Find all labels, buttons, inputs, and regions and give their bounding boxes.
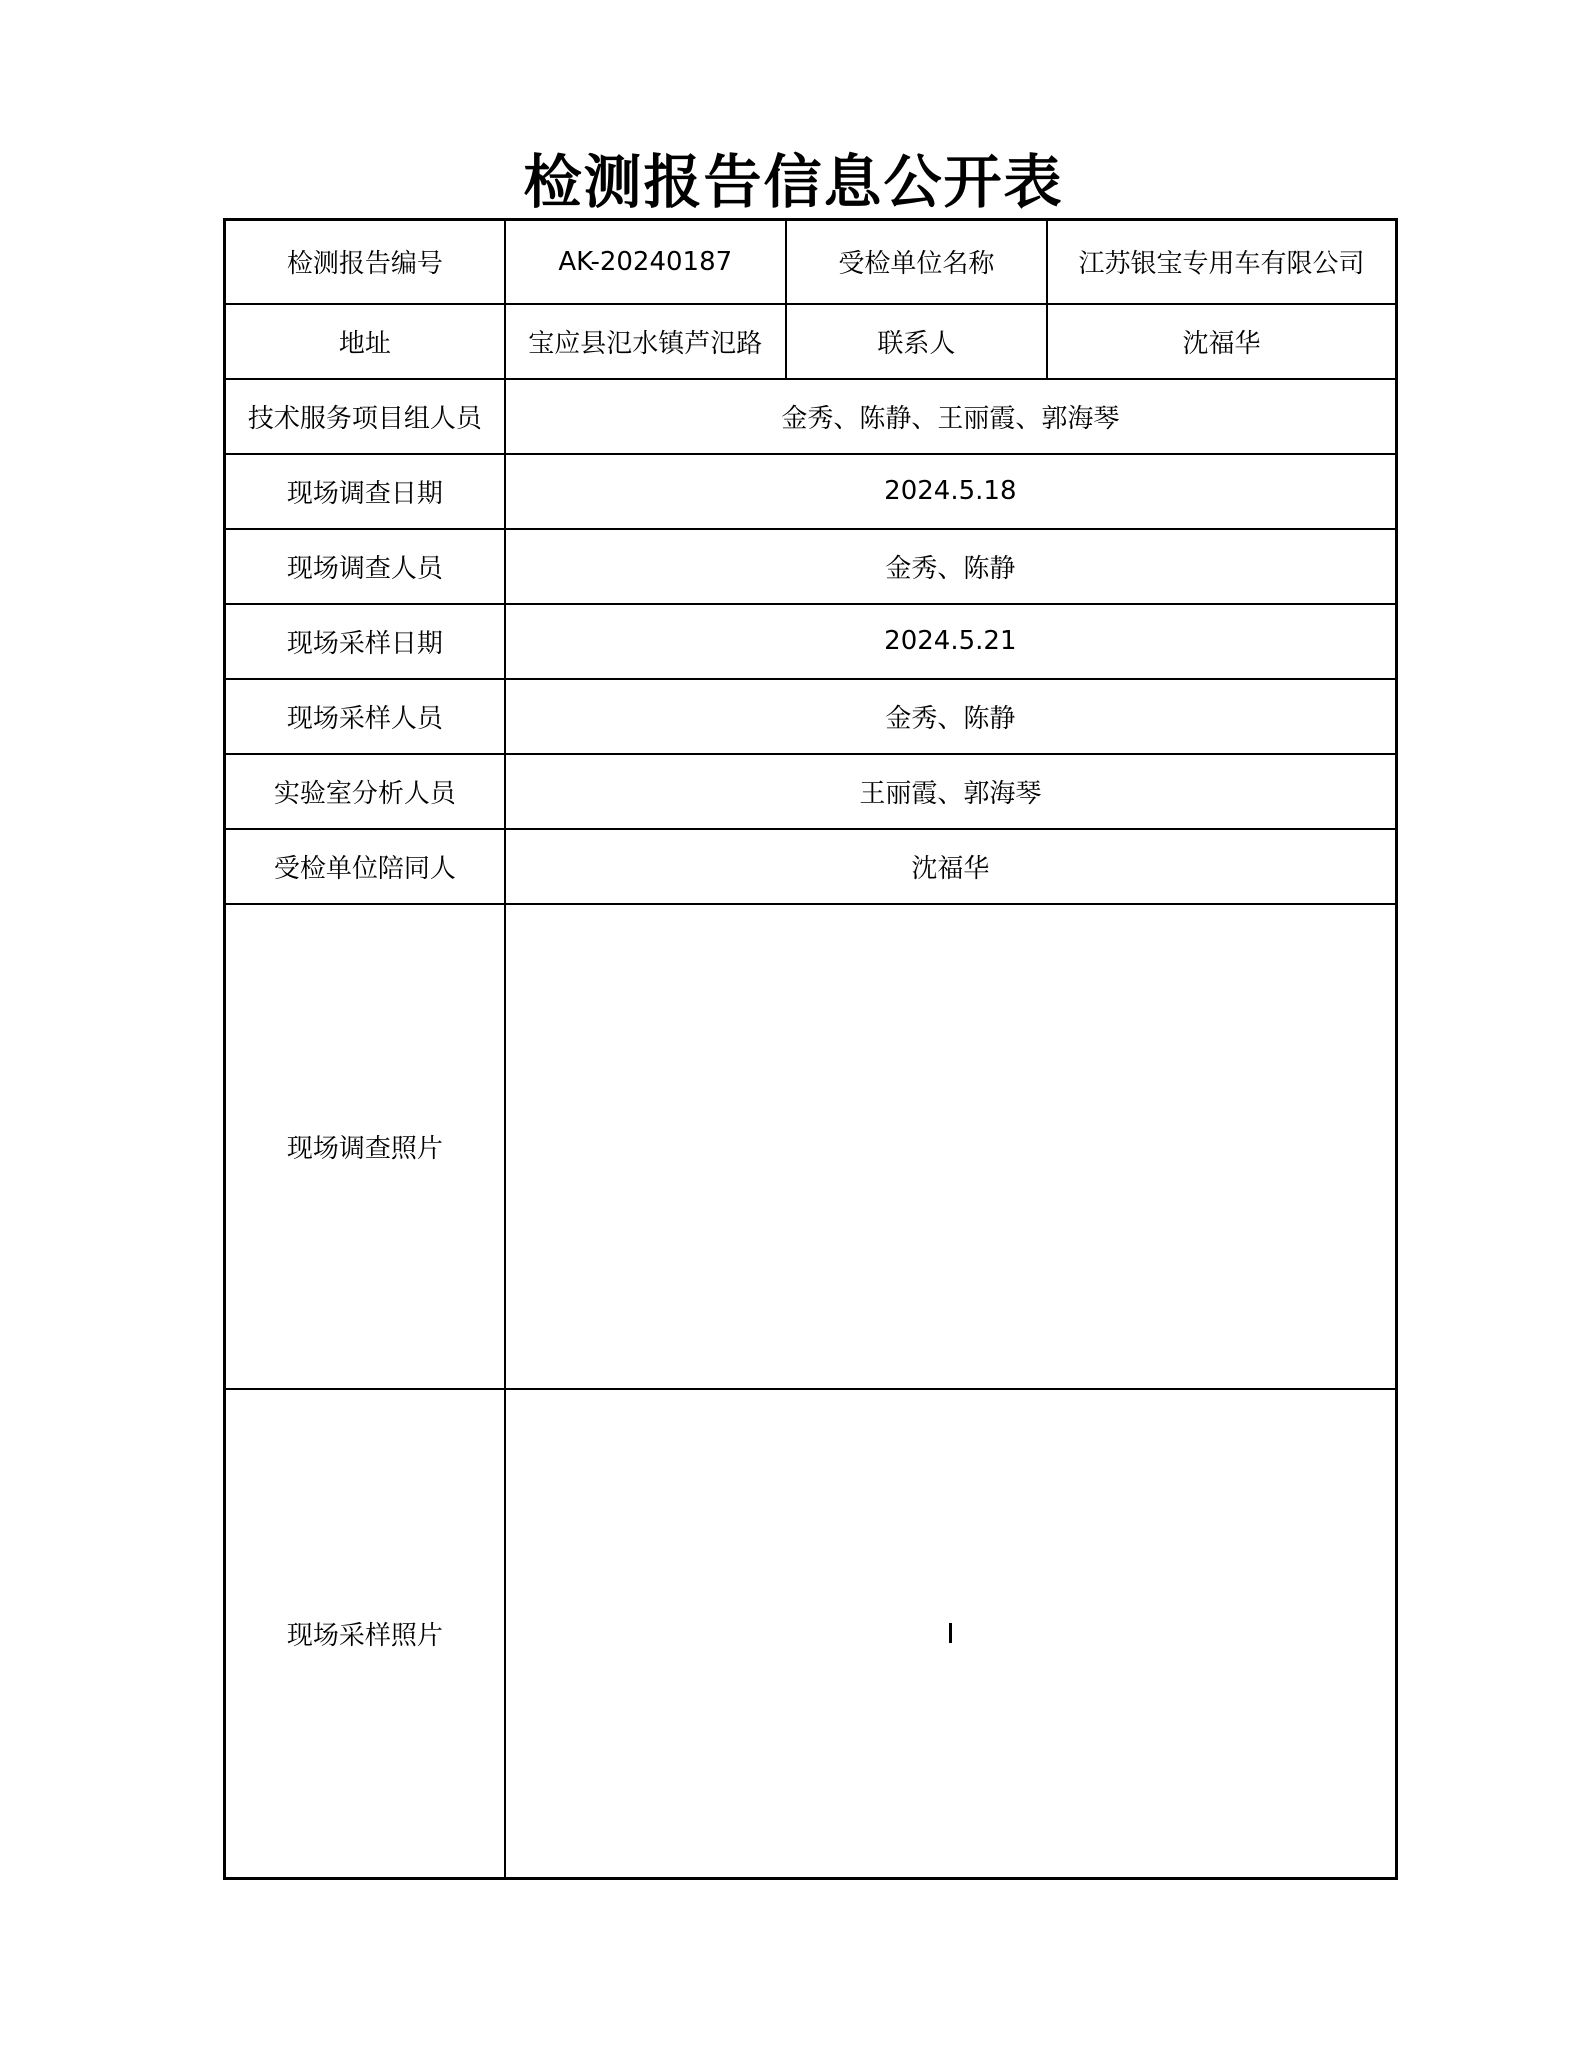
survey-photo-label: 现场调查照片 bbox=[225, 904, 505, 1389]
contact-value: 沈福华 bbox=[1047, 304, 1397, 379]
contact-label: 联系人 bbox=[786, 304, 1047, 379]
unit-value: 江苏银宝专用车有限公司 bbox=[1047, 220, 1397, 304]
row-report-no bbox=[225, 220, 1397, 304]
lab-staff-label: 实验室分析人员 bbox=[225, 754, 505, 829]
survey-staff-value: 金秀、陈静 bbox=[505, 529, 1397, 604]
report-no-label: 检测报告编号 bbox=[225, 220, 505, 304]
sampling-date-label: 现场采样日期 bbox=[225, 604, 505, 679]
team-value: 金秀、陈静、王丽霞、郭海琴 bbox=[505, 379, 1397, 454]
row-escort bbox=[225, 829, 1397, 904]
sampling-staff-label: 现场采样人员 bbox=[225, 679, 505, 754]
survey-date-value: 2024.5.18 bbox=[505, 454, 1397, 529]
address-label: 地址 bbox=[225, 304, 505, 379]
row-lab-staff bbox=[225, 754, 1397, 829]
row-address bbox=[225, 304, 1397, 379]
row-sampling-staff bbox=[225, 679, 1397, 754]
escort-value: 沈福华 bbox=[505, 829, 1397, 904]
address-value: 宝应县氾水镇芦氾路 bbox=[505, 304, 786, 379]
row-survey-date bbox=[225, 454, 1397, 529]
page-title: 检测报告信息公开表 bbox=[523, 148, 1064, 216]
lab-staff-value: 王丽霞、郭海琴 bbox=[505, 754, 1397, 829]
survey-staff-label: 现场调查人员 bbox=[225, 529, 505, 604]
row-sampling-photo bbox=[225, 1389, 1397, 1879]
unit-label: 受检单位名称 bbox=[786, 220, 1047, 304]
sampling-date-value: 2024.5.21 bbox=[505, 604, 1397, 679]
report-no-value: AK-20240187 bbox=[505, 220, 786, 304]
row-team bbox=[225, 379, 1397, 454]
survey-date-label: 现场调查日期 bbox=[225, 454, 505, 529]
escort-label: 受检单位陪同人 bbox=[225, 829, 505, 904]
row-survey-staff bbox=[225, 529, 1397, 604]
team-label: 技术服务项目组人员 bbox=[225, 379, 505, 454]
info-table bbox=[223, 218, 1398, 1880]
sampling-photo-label: 现场采样照片 bbox=[225, 1389, 505, 1879]
row-sampling-date bbox=[225, 604, 1397, 679]
row-survey-photo bbox=[225, 904, 1397, 1389]
sampling-staff-value: 金秀、陈静 bbox=[505, 679, 1397, 754]
